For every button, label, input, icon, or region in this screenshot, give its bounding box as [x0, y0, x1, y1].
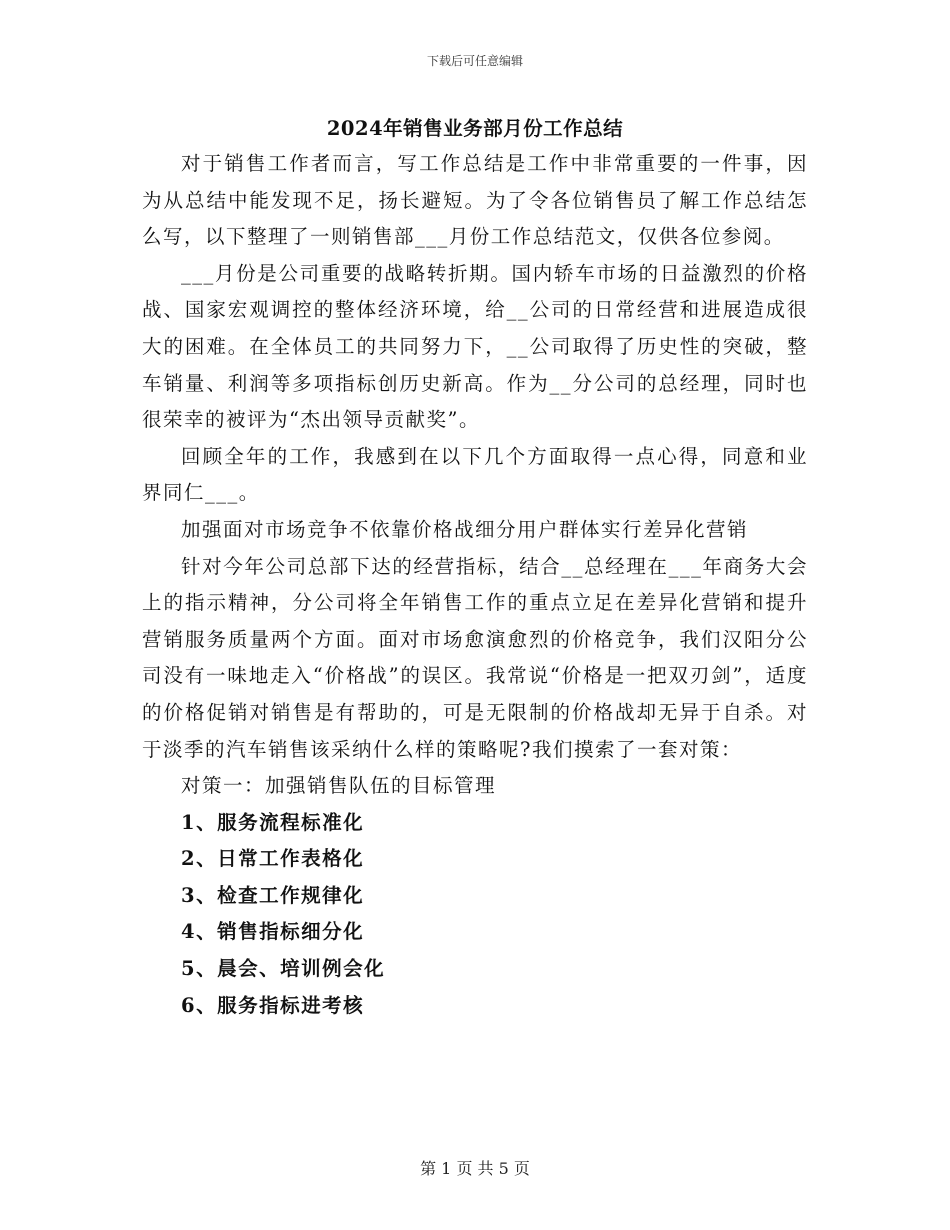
document-body [142, 146, 808, 1024]
list-item: 5、晨会、培训例会化 [181, 957, 386, 981]
paragraph-heading-strategy: 加强面对市场竞争不依靠价格战细分用户群体实行差异化营销 [181, 517, 749, 541]
list-item: 3、检查工作规律化 [181, 883, 365, 907]
list-item: 4、销售指标细分化 [181, 920, 365, 944]
paragraph-strategy: 针对今年公司总部下达的经营指标，结合__总经理在___年商务大会上的指示精神，分公司将全年销售工作的重点立足在差异化营销和提升营销服务质量两个方面。面对市场愈演愈烈的价格竞争，我们汉阳分公司没有一味地走入“价格战”的误区。我常说“价格是一把双刃剑”，适度的价格促销对销售是有帮助的，可是无限制的价格战却无异于自杀。对于淡季的汽车销售该采纳什么样的策略呢?我们摸索了一套对策： [142, 554, 808, 761]
paragraph-countermeasure-one: 对策一：加强销售队伍的目标管理 [181, 774, 497, 798]
paragraph-intro: 对于销售工作者而言，写工作总结是工作中非常重要的一件事，因为从总结中能发现不足，扬长避短。为了令各位销售员了解工作总结怎么写，以下整理了一则销售部___月份工作总结范文，仅供各位参阅。 [142, 152, 808, 249]
page-header-note: 下载后可任意编辑 [426, 54, 523, 68]
list-item: 1、服务流程标准化 [181, 810, 365, 834]
document-title: 2024年销售业务部月份工作总结 [326, 117, 624, 140]
page-number: 第 1 页 共 5 页 [420, 1159, 530, 1178]
paragraph-review: 回顾全年的工作，我感到在以下几个方面取得一点心得，同意和业界同仁___。 [142, 444, 808, 505]
list-item: 6、服务指标进考核 [181, 993, 365, 1017]
paragraph-overview: ___月份是公司重要的战略转折期。国内轿车市场的日益激烈的价格战、国家宏观调控的整体经济环境，给__公司的日常经营和进展造成很大的困难。在全体员工的共同努力下，__公司取得了历史性的突破，整车销量、利润等多项指标创历史新高。作为__分公司的总经理，同时也很荣幸的被评为“杰出领导贡献奖”。 [142, 261, 808, 432]
list-item: 2、日常工作表格化 [181, 847, 365, 871]
